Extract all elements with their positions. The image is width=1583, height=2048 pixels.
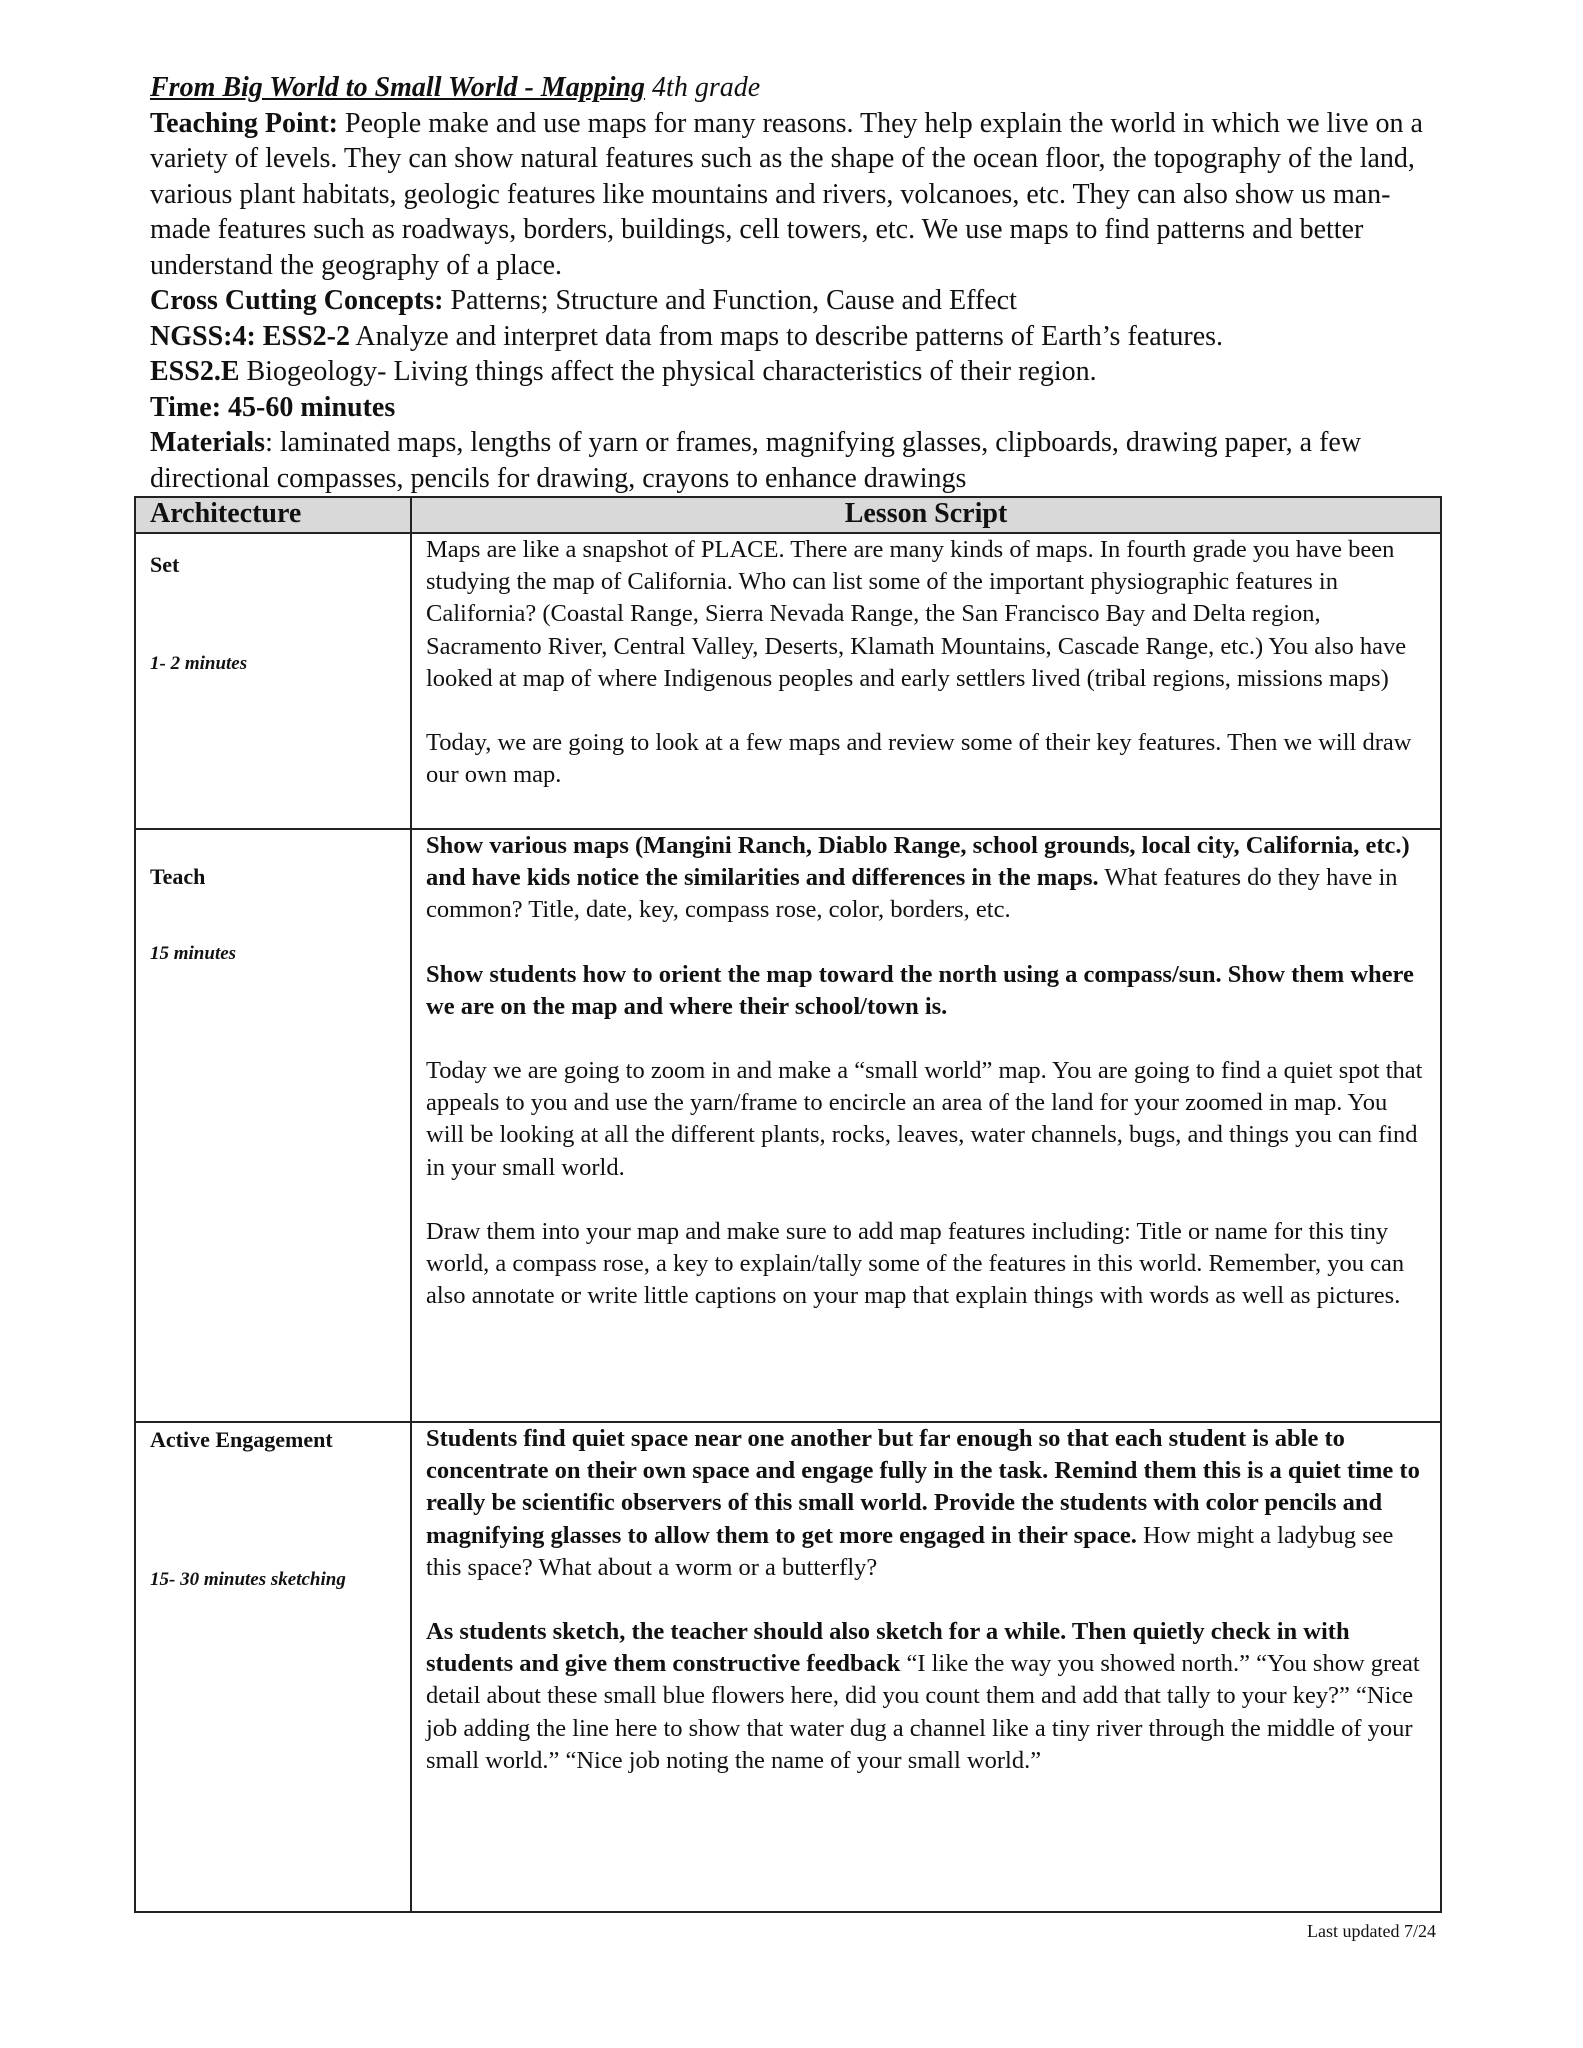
lesson-header bbox=[150, 70, 1430, 496]
crosscutting-label: Cross Cutting Concepts: bbox=[150, 285, 444, 316]
set-label: Set bbox=[150, 552, 180, 577]
ngss-label: NGSS:4: ESS2-2 bbox=[150, 320, 350, 352]
ess-label: ESS2.E bbox=[150, 356, 240, 387]
teach-paragraph-1-bold: Show various maps (Mangini Ranch, Diablo Range, school grounds, local city, California, etc.) and have kids notice the similarities and differences in the maps. bbox=[426, 832, 1410, 892]
active-paragraph-1-text: How might a ladybug see this space? What about a worm or a butterfly? bbox=[426, 1521, 1394, 1581]
set-script-cell bbox=[411, 533, 1441, 829]
crosscutting-text: Patterns; Structure and Function, Cause and Effect bbox=[443, 285, 1017, 316]
active-paragraph-1-bold: Students find quiet space near one another but far enough so that each student is able to concentrate on their own space and engage fully in the task. Remind them this is a quiet time to really be scientific observers of this small world. Provide the students with color pencils and magnifying glasses to allow them to get more engaged in their space. bbox=[426, 1425, 1420, 1549]
set-paragraph-2: Today, we are going to look at a few maps and review some of their key features. Then we will draw our own map. bbox=[426, 729, 1412, 789]
time-label: Time: 45-60 minutes bbox=[150, 391, 396, 423]
table-row-teach bbox=[135, 829, 1441, 1422]
teach-paragraph-1-text: What features do they have in common? Title, date, key, compass rose, color, borders, etc. bbox=[426, 864, 1398, 924]
teach-label: Teach bbox=[150, 864, 206, 889]
teach-architecture-cell bbox=[135, 829, 411, 1422]
active-architecture-cell bbox=[135, 1422, 411, 1912]
set-paragraph-1: Maps are like a snapshot of PLACE. There are many kinds of maps. In fourth grade you have been studying the map of California. Who can list some of the important physiographic features in California? (Coastal Range, Sierra Nevada Range, the San Francisco Bay and Delta region, Sacramento River, Central Valley, Deserts, Klamath Mountains, Cascade Range, etc.) You also have looked at map of where Indigenous peoples and early settlers lived (tribal regions, missions maps) bbox=[426, 536, 1407, 692]
materials-text: : laminated maps, lengths of yarn or frames, magnifying glasses, clipboards, drawing paper, a few directional compasses, pencils for drawing, crayons to enhance drawings bbox=[150, 427, 1362, 494]
grade-level: 4th grade bbox=[645, 72, 761, 103]
materials-label: Materials bbox=[150, 427, 266, 458]
architecture-header: Architecture bbox=[135, 497, 411, 533]
ess-standard bbox=[150, 354, 1430, 390]
title-line bbox=[150, 70, 1430, 106]
table-row-active-engagement bbox=[135, 1422, 1441, 1912]
table-row-set bbox=[135, 533, 1441, 829]
ngss-standard bbox=[150, 319, 1430, 355]
active-label: Active Engagement bbox=[150, 1427, 333, 1452]
active-script-cell bbox=[411, 1422, 1441, 1912]
ngss-text: Analyze and interpret data from maps to describe patterns of Earth’s features. bbox=[349, 320, 1224, 352]
time-line bbox=[150, 390, 1430, 426]
teach-script-cell bbox=[411, 829, 1441, 1422]
active-paragraph-1 bbox=[426, 1423, 1428, 1584]
teaching-point bbox=[150, 106, 1430, 284]
teach-paragraph-3: Today we are going to zoom in and make a “small world” map. You are going to find a quiet spot that appeals to you and use the yarn/frame to encircle an area of the land for your zoomed in map. You will be looking at all the different plants, rocks, leaves, water channels, bugs, and things you can find in your small world. bbox=[426, 1057, 1423, 1181]
teaching-point-label: Teaching Point: bbox=[150, 107, 338, 139]
set-time: 1- 2 minutes bbox=[150, 653, 248, 674]
materials-line bbox=[150, 425, 1430, 496]
ess-text: Biogeology- Living things affect the physical characteristics of their region. bbox=[239, 356, 1097, 387]
active-paragraph-2-text: “I like the way you showed north.” “You show great detail about these small blue flowers here, did you count them and add that tally to your key?” “Nice job adding the line here to show that water dug a channel like a tiny river through the middle of your small world.” “Nice job noting the name of your small world.” bbox=[426, 1650, 1420, 1774]
teach-paragraph-1 bbox=[426, 830, 1428, 927]
teach-paragraph-4: Draw them into your map and make sure to add map features including: Title or name for this tiny world, a compass rose, a key to explain/tally some of the features in this world. Remember, you can also annotate or write little captions on your map that explain things with words as well as pictures. bbox=[426, 1217, 1405, 1310]
last-updated: Last updated 7/24 bbox=[1307, 1921, 1436, 1941]
set-architecture-cell bbox=[135, 533, 411, 829]
crosscutting-concepts bbox=[150, 283, 1430, 319]
active-paragraph-2-bold: As students sketch, the teacher should also sketch for a while. Then quietly check in with students and give them constructive feedback bbox=[426, 1618, 1350, 1678]
lesson-table bbox=[134, 496, 1442, 1913]
lesson-title: From Big World to Small World - Mapping bbox=[150, 72, 646, 103]
active-time: 15- 30 minutes sketching bbox=[150, 1569, 346, 1590]
teach-paragraph-2: Show students how to orient the map toward the north using a compass/sun. Show them where we are on the map and where their school/town is. bbox=[426, 960, 1414, 1020]
lesson-script-header: Lesson Script bbox=[411, 497, 1441, 533]
teach-time: 15 minutes bbox=[150, 943, 237, 964]
teaching-point-text: People make and use maps for many reasons. They help explain the world in which we live on a variety of levels. They can show natural features such as the shape of the ocean floor, the topography of the land, various plant habitats, geologic features like mountains and rivers, volcanoes, etc. They can also show us man-made features such as roadways, borders, buildings, cell towers, etc. We use maps to find patterns and better understand the geography of a place. bbox=[150, 107, 1423, 281]
table-header-row bbox=[135, 497, 1441, 533]
active-paragraph-2 bbox=[426, 1616, 1428, 1777]
